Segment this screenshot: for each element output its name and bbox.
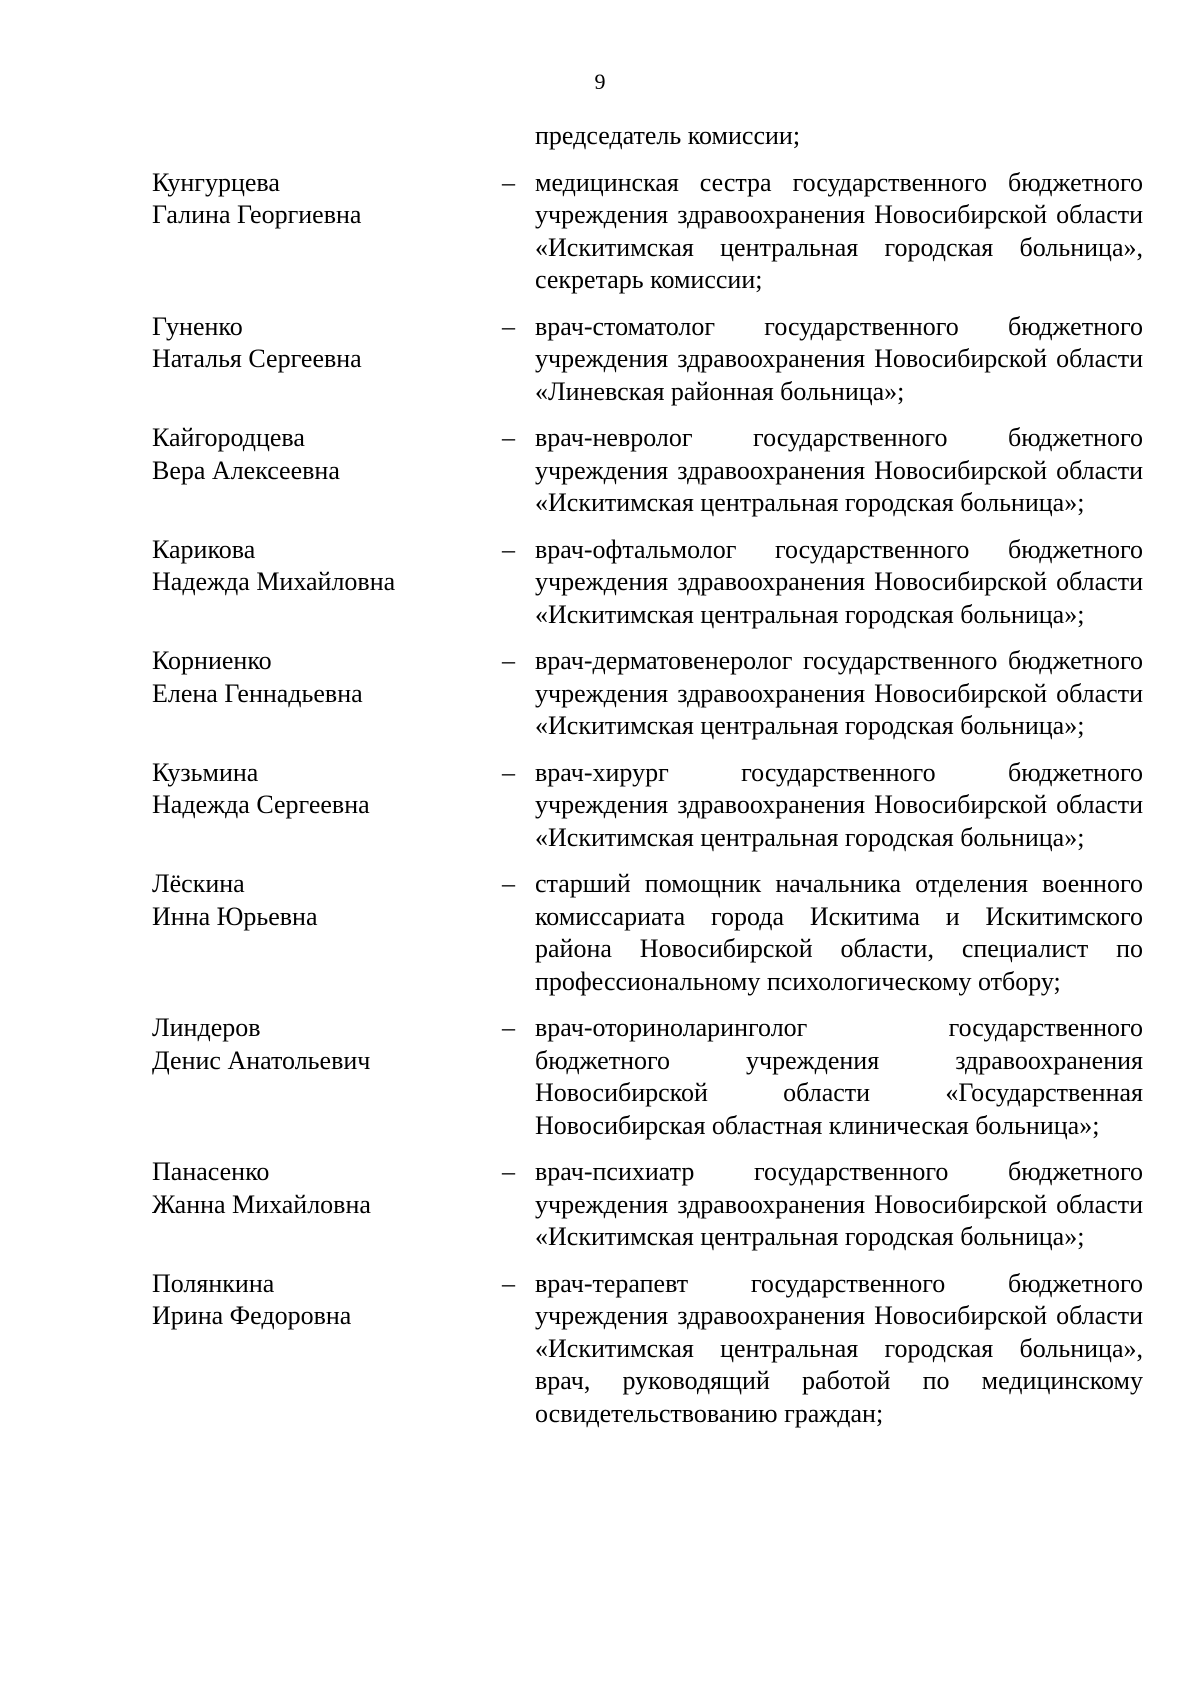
member-role: врач-дерматовенеролог государственного бюджетного учреждения здравоохранения Новосибирской области «Искитимская центральная городская больница»; [535, 646, 1143, 740]
member-role: врач-стоматолог государственного бюджетного учреждения здравоохранения Новосибирской области «Линевская районная больница»; [535, 311, 1143, 406]
intro-line: председатель комиссии; [535, 121, 801, 150]
member-role: медицинская сестра государственного бюджетного учреждения здравоохранения Новосибирской области «Искитимская центральная городская больница», секретарь комиссии; [535, 167, 1143, 294]
member-entry [152, 1156, 1143, 1254]
member-entry [152, 757, 1143, 855]
member-entry [152, 1268, 1143, 1431]
member-role: старший помощник начальника отделения военного комиссариата города Искитима и Искитимского района Новосибирской области, специалист по профессиональному психологическому отбору; [535, 869, 1143, 996]
member-entry [152, 167, 1143, 297]
member-role: врач-невролог государственного бюджетного учреждения здравоохранения Новосибирской области «Искитимская центральная городская больница»; [535, 423, 1143, 517]
member-entry [152, 311, 1143, 409]
member-name [152, 645, 502, 743]
member-surname: Панасенко [152, 1157, 270, 1186]
member-surname: Лёскина [152, 869, 245, 898]
member-given-names: Вера Алексеевна [152, 455, 340, 485]
member-surname: Кайгородцева [152, 423, 305, 452]
member-surname: Кузьмина [152, 757, 259, 787]
member-given-names: Ирина Федоровна [152, 1301, 352, 1330]
member-name [152, 757, 502, 855]
dash-separator: – [502, 869, 515, 898]
member-role: врач-офтальмолог государственного бюджетного учреждения здравоохранения Новосибирской области «Искитимская центральная городская больница»; [535, 534, 1143, 629]
dash-separator: – [502, 1013, 515, 1042]
member-name [152, 311, 502, 409]
member-name [152, 868, 502, 998]
page-number: 9 [594, 69, 606, 94]
member-given-names: Елена Геннадьевна [152, 678, 363, 708]
member-surname: Гуненко [152, 311, 243, 341]
member-name [152, 1156, 502, 1254]
dash-separator: – [502, 167, 515, 197]
member-surname: Линдеров [152, 1013, 261, 1042]
dash-separator: – [502, 311, 515, 341]
member-entry [152, 645, 1143, 743]
member-role: врач-психиатр государственного бюджетного учреждения здравоохранения Новосибирской области «Искитимская центральная городская больница»; [535, 1157, 1143, 1251]
member-given-names: Галина Георгиевна [152, 200, 362, 229]
member-name [152, 167, 502, 297]
member-entry [152, 868, 1143, 998]
member-entry [152, 534, 1143, 632]
member-name [152, 422, 502, 520]
member-surname: Корниенко [152, 646, 272, 675]
member-entry [152, 1012, 1143, 1142]
dash-separator: – [502, 646, 515, 675]
member-role: врач-оториноларинголог государственного бюджетного учреждения здравоохранения Новосибирской области «Государственная Новосибирская областная клиническая больница»; [535, 1013, 1143, 1140]
member-surname: Полянкина [152, 1268, 275, 1298]
dash-separator: – [502, 1268, 515, 1298]
member-entry [152, 422, 1143, 520]
commission-list [152, 120, 1143, 1430]
member-surname: Карикова [152, 534, 256, 564]
dash-separator: – [502, 757, 515, 787]
member-name [152, 1268, 502, 1431]
member-given-names: Надежда Сергеевна [152, 790, 370, 819]
member-surname: Кунгурцева [152, 167, 280, 197]
member-given-names: Надежда Михайловна [152, 567, 396, 596]
dash-separator: – [502, 534, 515, 564]
member-name [152, 1012, 502, 1142]
member-given-names: Инна Юрьевна [152, 901, 318, 931]
member-given-names: Денис Анатольевич [152, 1045, 371, 1075]
member-name [152, 534, 502, 632]
dash-separator: – [502, 423, 515, 452]
dash-separator: – [502, 1157, 515, 1186]
member-role: врач-хирург государственного бюджетного учреждения здравоохранения Новосибирской области «Искитимская центральная городская больница»; [535, 757, 1143, 852]
member-role: врач-терапевт государственного бюджетного учреждения здравоохранения Новосибирской области «Искитимская центральная городская больница», врач, руководящий работой по медицинскому освидетельствованию граждан; [535, 1268, 1143, 1428]
member-given-names: Жанна Михайловна [152, 1189, 371, 1219]
member-given-names: Наталья Сергеевна [152, 344, 362, 373]
